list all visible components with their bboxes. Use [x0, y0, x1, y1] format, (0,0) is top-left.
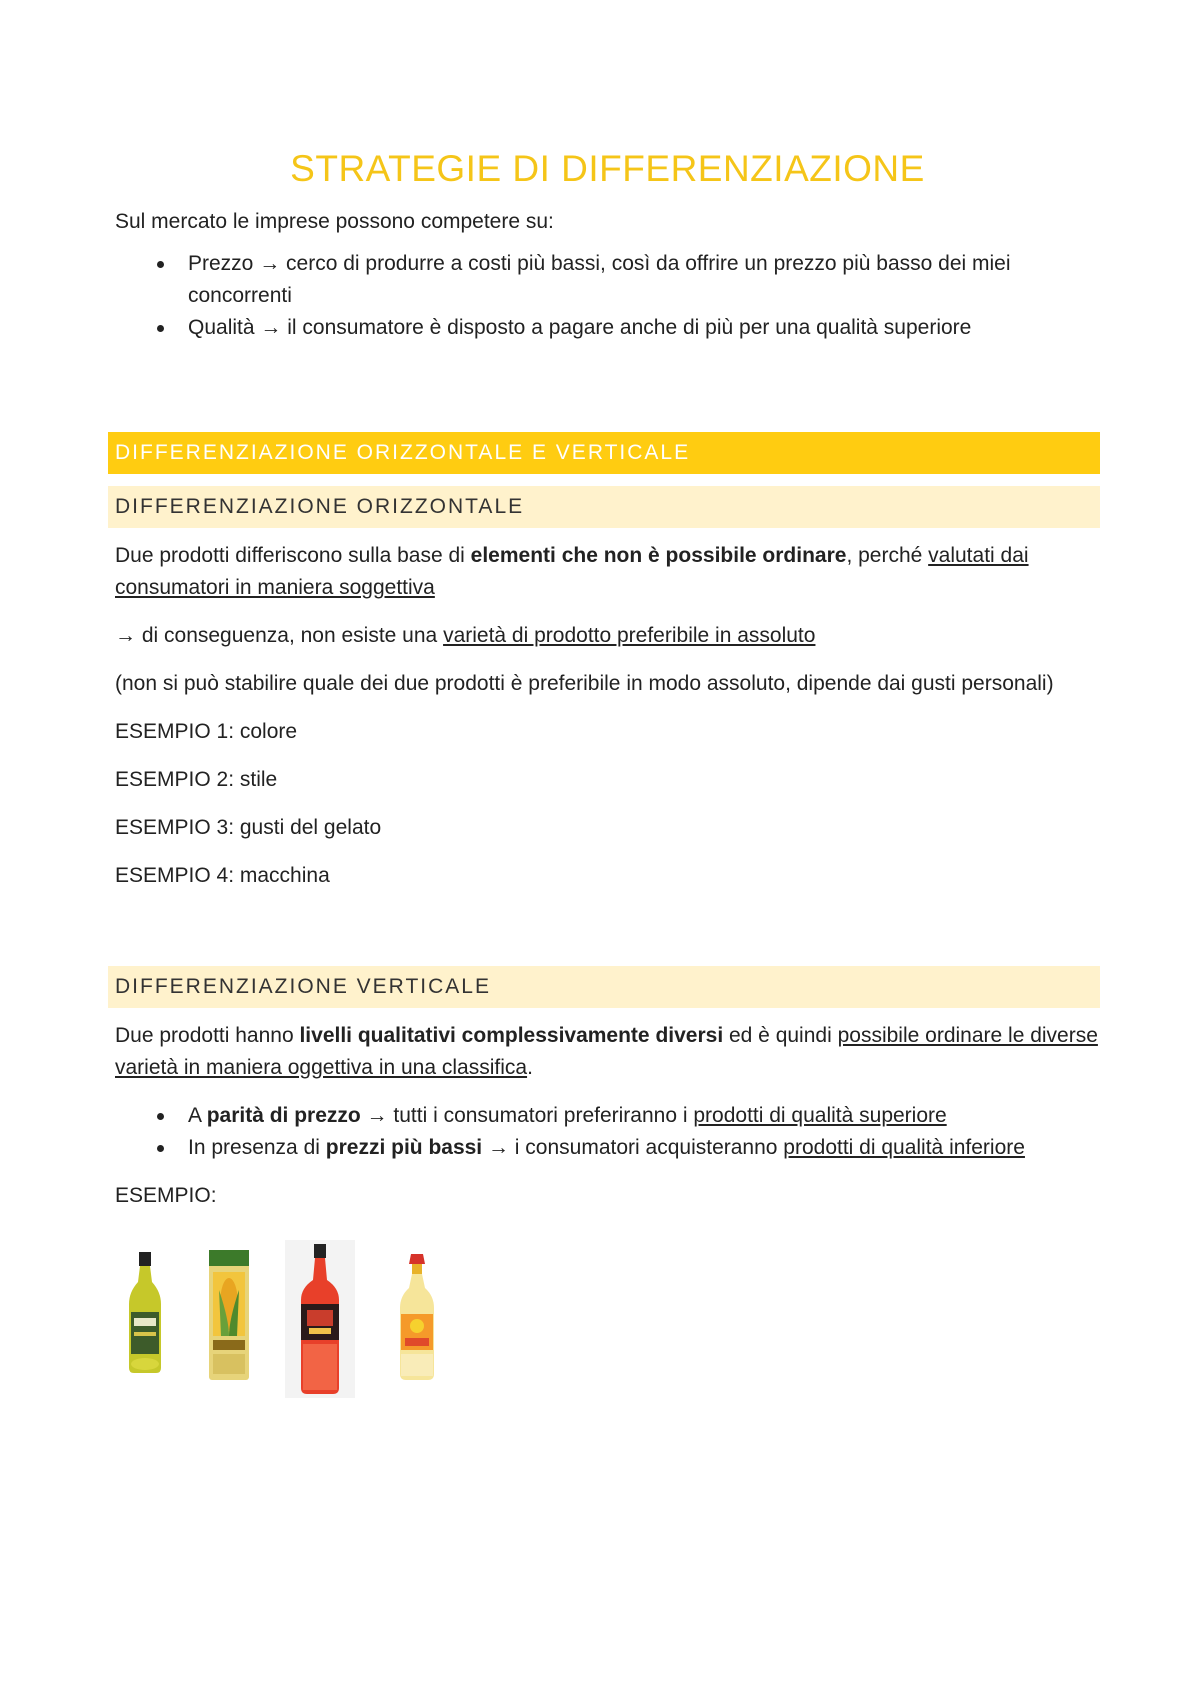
list-item-prezzo — [188, 248, 1100, 312]
document-title: STRATEGIE DI DIFFERENZIAZIONE — [290, 148, 925, 189]
horizontal-consequence: → di conseguenza, non esiste una varietà di prodotto preferibile in assoluto — [115, 624, 816, 647]
horizontal-note: (non si può stabilire quale dei due prodotti è preferibile in modo assoluto, dipende dai gusti personali) — [115, 672, 1054, 695]
vertical-definition: Due prodotti hanno livelli qualitativi complessivamente diversi ed è quindi possibile ordinare le diverse varietà in maniera oggettiva in una classifica. — [115, 1024, 1098, 1079]
arrow-icon: → — [259, 252, 281, 275]
intro-paragraph: Sul mercato le imprese possono competere su: — [115, 210, 554, 233]
item-label: Prezzo — [188, 252, 254, 275]
item-text: il consumatore è disposto a pagare anche di più per una qualità superiore — [287, 316, 972, 339]
document-content — [115, 148, 1100, 1410]
horizontal-definition: Due prodotti differiscono sulla base di elementi che non è possibile ordinare, perché valutati dai consumatori in maniera soggettiva — [115, 544, 1029, 599]
example-2: ESEMPIO 2: stile — [115, 768, 278, 791]
example-3: ESEMPIO 3: gusti del gelato — [115, 816, 382, 839]
vertical-list — [115, 1100, 1100, 1164]
section-heading-main: DIFFERENZIAZIONE ORIZZONTALE E VERTICALE — [108, 432, 1100, 474]
example-4: ESEMPIO 4: macchina — [115, 864, 330, 887]
red-sauce-bottle-image — [285, 1240, 355, 1398]
item-text: cerco di produrre a costi più bassi, così da offrire un prezzo più basso dei miei concorrenti — [188, 252, 1011, 307]
example-images — [115, 1240, 1100, 1410]
arrow-icon: → — [260, 316, 282, 339]
olive-oil-bottle-image — [125, 1252, 165, 1374]
compete-list — [115, 248, 1100, 344]
example-1: ESEMPIO 1: colore — [115, 720, 298, 743]
example-label: ESEMPIO: — [115, 1184, 217, 1207]
subsection-heading-vertical: DIFFERENZIAZIONE VERTICALE — [108, 966, 1100, 1008]
item-label: Qualità — [188, 316, 255, 339]
corn-oil-can-image — [207, 1250, 251, 1380]
list-item-prezzi-bassi: In presenza di prezzi più bassi → i consumatori acquisteranno prodotti di qualità inferiore — [188, 1132, 1100, 1164]
subsection-heading-horizontal: DIFFERENZIAZIONE ORIZZONTALE — [108, 486, 1100, 528]
list-item-parita: A parità di prezzo → tutti i consumatori preferiranno i prodotti di qualità superiore — [188, 1100, 1100, 1132]
list-item-qualita — [188, 312, 1100, 344]
sunflower-oil-bottle-image — [397, 1254, 437, 1382]
